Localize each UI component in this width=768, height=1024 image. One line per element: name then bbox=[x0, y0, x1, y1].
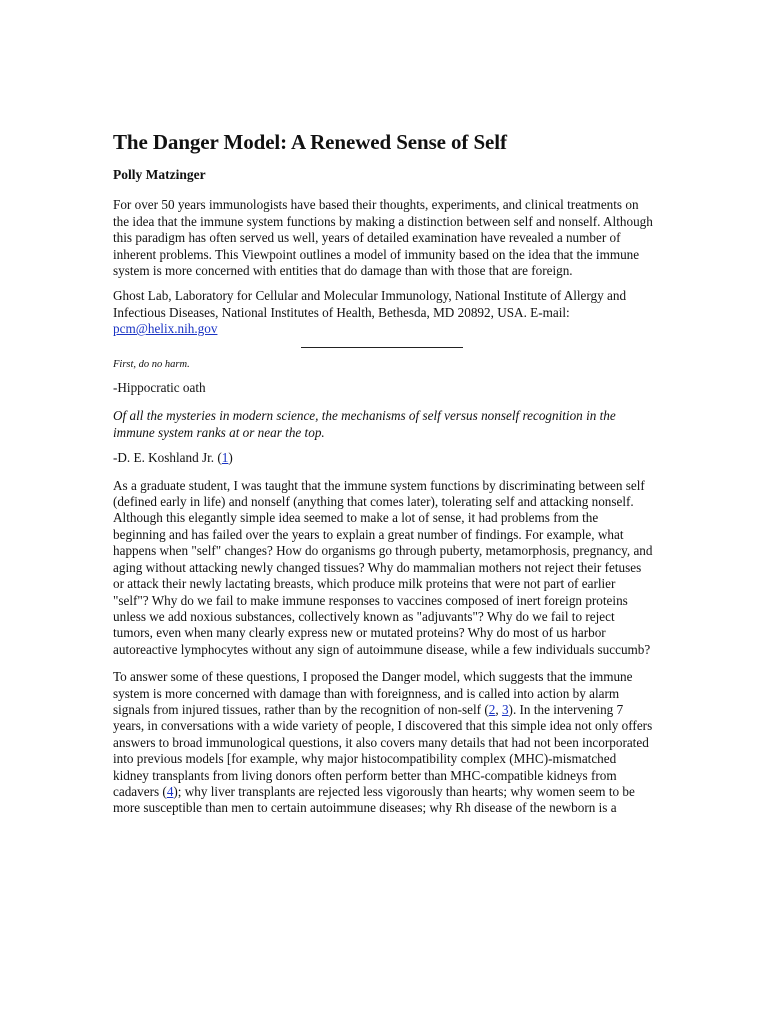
affiliation-text: Ghost Lab, Laboratory for Cellular and Molecular Immunology, National Institute of Allergy and Infectious Diseases, National Institutes of Health, Bethesda, MD 20892, USA. E-mail: bbox=[113, 288, 627, 320]
reference-link-1[interactable]: 1 bbox=[221, 450, 229, 466]
reference-separator: , bbox=[495, 701, 502, 717]
attribution-suffix: ) bbox=[228, 450, 233, 466]
attribution-prefix: -D. E. Koshland Jr. ( bbox=[113, 450, 222, 466]
reference-link-4[interactable]: 4 bbox=[166, 783, 174, 799]
section-divider bbox=[301, 347, 463, 348]
author-name: Polly Matzinger bbox=[113, 167, 206, 183]
body-paragraph-1: As a graduate student, I was taught that the immune system functions by discriminating between self (defined early in life) and nonself (anything that comes later), tolerating self and attacking nonself. Although this elegantly simple idea seemed to make a lot of sense, it had problems from the beginning and has failed over the years to explain a great number of findings. For example, what happens when "self" changes? How do organisms go through puberty, metamorphosis, pregnancy, and aging without attacking newly changed tissues? Why do mammalian mothers not reject their fetuses or attack their newly lactating breasts, which produce milk proteins that were not part of earlier "self"? Why do we fail to make immune responses to vaccines composed of inert foreign proteins unless we add noxious substances, collectively known as "adjuvants"? Why do we fail to reject tumors, even when many clearly express new or mutated proteins? Why do most of us harbor autoreactive lymphocytes without any sign of autoimmune disease, while a few individuals succumb? bbox=[113, 477, 653, 657]
paragraph-text-3: ); why liver transplants are rejected less vigorously than hearts; why women seem to be more susceptible than men to certain autoimmune diseases; why Rh disease of the newborn is a bbox=[113, 783, 635, 816]
epigraph-attribution-2 bbox=[113, 450, 653, 466]
reference-link-3[interactable]: 3 bbox=[501, 701, 509, 717]
epigraph-quote-1: First, do no harm. bbox=[113, 358, 190, 370]
body-paragraph-2 bbox=[113, 669, 653, 817]
abstract-paragraph: For over 50 years immunologists have based their thoughts, experiments, and clinical treatments on the idea that the immune system functions by making a distinction between self and nonself. Although this paradigm has often served us well, years of detailed examination have revealed a number of inherent problems. This Viewpoint outlines a model of immunity based on the idea that the immune system is more concerned with entities that do damage than with those that are foreign. bbox=[113, 197, 653, 278]
paragraph-text-2: ). In the intervening 7 years, in conversations with a wide variety of people, I discovered that this simple idea not only offers answers to broad immunological questions, it also covers many details that had not been incorporated into previous models [for example, why major histocompatibility complex (MHC)-mismatched kidney transplants from living donors often perform better than MHC-compatible kidneys from cadavers ( bbox=[113, 701, 653, 799]
article-title: The Danger Model: A Renewed Sense of Self bbox=[113, 130, 507, 154]
epigraph-attribution-1: -Hippocratic oath bbox=[113, 380, 206, 396]
reference-link-2[interactable]: 2 bbox=[488, 701, 496, 717]
article-body bbox=[113, 130, 653, 817]
email-link[interactable]: pcm@helix.nih.gov bbox=[113, 321, 218, 337]
paragraph-text-1: To answer some of these questions, I proposed the Danger model, which suggests that the immune system is more concerned with damage than with foreignness, and is called into action by alarm signals from injured tissues, rather than by the recognition of non-self ( bbox=[113, 669, 633, 717]
affiliation-paragraph bbox=[113, 288, 653, 337]
epigraph-quote-2: Of all the mysteries in modern science, the mechanisms of self versus nonself recognition in the immune system ranks at or near the top. bbox=[113, 408, 616, 440]
